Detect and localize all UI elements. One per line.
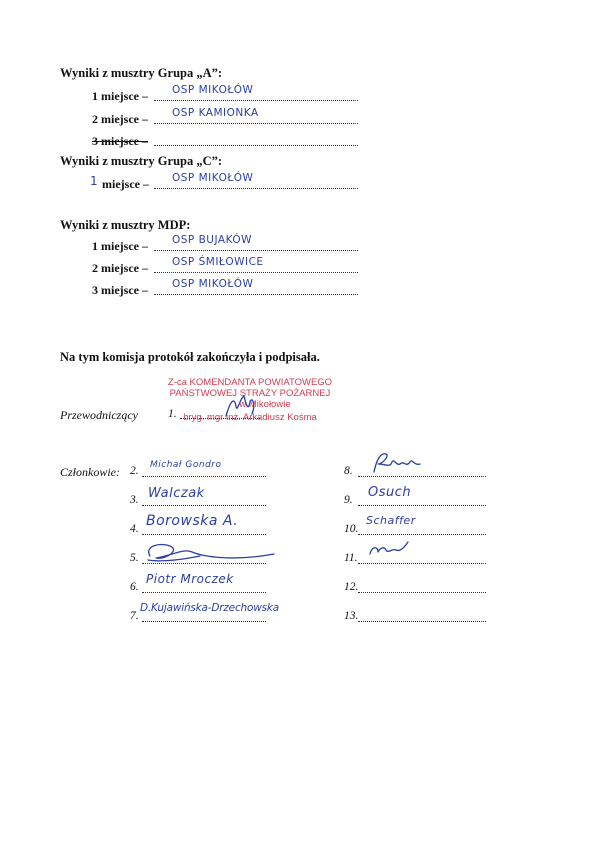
mdp-place-1-label: 1 miejsce – [92,239,148,253]
member-10-number: 10. [344,523,359,535]
members-label: Członkowie: [60,465,120,479]
member-8-number: 8. [344,465,353,477]
group-c-place-1-label: miejsce – [102,177,149,191]
member-4-signature: Borowska A. [146,513,239,529]
member-3-number: 3. [130,494,139,506]
group-c-corrected-number: 1 [90,174,99,188]
mdp-place-3-value: OSP MIKOŁÓW [172,278,254,290]
group-c-place-1-value: OSP MIKOŁÓW [172,172,254,184]
member-4-number: 4. [130,523,139,535]
chair-number: 1. [168,408,177,420]
chair-signature-mark [222,392,262,422]
stamp-line-2: PAŃSTWOWEJ STRAŻY POŻARNEJ [169,388,331,399]
member-2-number: 2. [130,465,139,477]
mdp-place-1-value: OSP BUJAKÓW [172,234,253,246]
stamp-line-4: bryg. mgr inż. Arkadiusz Kośma [183,412,317,423]
member-13-line [358,612,486,622]
member-13-number: 13. [344,610,359,622]
member-6-signature: Piotr Mroczek [146,572,234,586]
member-2-signature: Michał Gondro [150,460,222,470]
mdp-place-2-value: OSP ŚMIŁOWICE [172,256,264,268]
mdp-heading: Wyniki z musztry MDP: [60,218,191,232]
group-a-place-2-value: OSP KAMIONKA [172,107,259,119]
member-11-number: 11. [344,552,358,564]
mdp-place-3-label: 3 miejsce – [92,283,148,297]
member-7-signature: D.Kujawińska-Drzechowska [140,602,279,614]
chair-label: Przewodniczący [60,408,138,422]
closing-statement: Na tym komisja protokół zakończyła i podpisała. [60,350,320,364]
group-c-heading: Wyniki z musztry Grupa „C”: [60,154,223,168]
group-a-place-3-line [154,136,358,146]
stamp-line-1: Z-ca KOMENDANTA POWIATOWEGO [167,377,333,388]
member-3-signature: Walczak [148,486,205,501]
member-11-signature-mark [366,540,416,560]
group-a-heading: Wyniki z musztry Grupa „A”: [60,66,223,80]
member-9-number: 9. [344,494,353,506]
member-12-number: 12. [344,581,359,593]
group-a-place-2-label: 2 miejsce – [92,112,148,126]
mdp-place-2-label: 2 miejsce – [92,261,148,275]
member-7-number: 7. [130,610,139,622]
member-12-line [358,583,486,593]
stamp-line-3: w Mikołowie [239,399,291,410]
member-5-number: 5. [130,552,139,564]
member-5-signature-mark [140,538,280,572]
member-9-signature: Osuch [368,485,412,500]
member-10-signature: Schaffer [366,514,416,527]
member-6-number: 6. [130,581,139,593]
member-8-signature-mark [368,448,428,476]
group-a-place-3-label: 3 miejsce – [92,134,148,148]
group-a-place-1-label: 1 miejsce – [92,89,148,103]
group-a-place-1-value: OSP MIKOŁÓW [172,84,254,96]
